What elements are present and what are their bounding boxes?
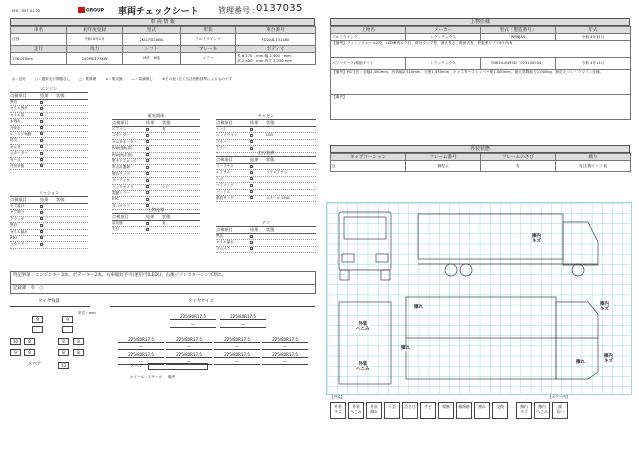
diff-result-checkbox[interactable] (250, 247, 266, 252)
electrical-rows (112, 127, 200, 210)
exterior-title: 外装状態 (330, 145, 630, 153)
undercarriage-state: 有 (162, 221, 166, 225)
legend-box: 腐蝕 (438, 402, 454, 419)
legend-box: 擦内 へこみ (534, 402, 550, 419)
vehicle-row2-headers (11, 46, 316, 53)
running-result-checkbox[interactable] (250, 170, 266, 175)
tire-size-spare-box (148, 363, 208, 370)
tire-size-dash: ― (214, 359, 260, 365)
tire-size-title: タイヤサイズ (188, 299, 214, 304)
engine-result-checkbox[interactable] (40, 151, 56, 156)
tire-size-rear2-outer-left: 225/80R17.5 (118, 352, 164, 358)
electrical-item-label: バックカメラ (112, 184, 134, 189)
electrical-result-checkbox[interactable] (146, 197, 162, 202)
cab-item-label: ミラー (216, 146, 227, 151)
vehicle-header-cell: 車名 (11, 27, 67, 34)
page-title: 車両チェックシート (118, 7, 199, 17)
electrical-result-checkbox[interactable] (146, 133, 162, 138)
body-dims-line: 高 2,420 mm 内寸 2,330 mm (237, 58, 292, 63)
damage-mark-4: 外装 へこみ (356, 322, 370, 333)
exterior-header-cell: フレーム番号 (406, 154, 481, 161)
damage-mark-5: 擦れ (401, 346, 410, 351)
electrical-title: 電装関係 (112, 113, 200, 120)
electrical-item-label: エアコン (112, 127, 127, 131)
damage-mark-8: 外装 へこみ (356, 362, 370, 373)
body-dims-line: 長 6,270 mm 幅 2,400 mm (237, 54, 291, 59)
cab-state: LED (266, 133, 274, 138)
tire-size-rear2-inner-left: 225/80R17.5 (166, 352, 212, 358)
tire-size-front-right: 225/80R17.5 (220, 314, 266, 320)
vehicle-header-cell: 初年度登録 (67, 27, 123, 34)
tire-mid-left (32, 326, 43, 333)
tire-rear1-inner-right: 8 (58, 338, 69, 345)
tire-front-left: 9 (32, 316, 43, 323)
col-header: 点検項目 (112, 120, 129, 125)
undercarriage-rows (112, 221, 200, 234)
tire-size-rear1-outer-right: 225/80R17.5 (262, 337, 308, 343)
electrical-state: 有 (162, 127, 166, 131)
col-header: 結果 (40, 93, 49, 98)
wheel-label: ホイール : スチール (130, 375, 163, 379)
col-header: 状態 (266, 157, 275, 162)
diff-title: デフ (216, 220, 316, 227)
col-header: 結果 (146, 214, 155, 219)
damage-mark-7: 擦れ (576, 360, 585, 365)
cab-result-checkbox[interactable] (250, 133, 266, 138)
tire-mid-right (62, 326, 73, 333)
electrical-item-label: オルタネーター (112, 139, 138, 144)
diff-item-label: プロペラ (216, 246, 231, 251)
engine-result-checkbox[interactable] (40, 158, 56, 163)
electrical-result-checkbox[interactable] (146, 185, 162, 190)
special-notes-text: エンジンキー3本、ボデーキー2本、右車幅灯不可(運用可(LED))、右後ジフレクターレンズ割れ。 (34, 273, 227, 278)
cab-section (216, 113, 316, 153)
diff-item-label: 異音 (216, 234, 224, 238)
tire-size-dash: ― (262, 359, 308, 365)
tire-size-dash: ― (170, 322, 216, 328)
electrical-result-checkbox[interactable] (146, 153, 162, 158)
col-header: 状態 (56, 197, 65, 202)
electrical-item-label: 警告ランプ (112, 171, 130, 176)
vehicle-value-cell: 240PS/177KW (67, 53, 123, 65)
tire-size-dash: ― (220, 322, 266, 328)
equipment-cell: 令和 4年11月 (556, 58, 631, 70)
col-header: 点検項目 (10, 93, 27, 98)
vehicle-row1-headers (11, 27, 316, 34)
diff-rows (216, 234, 316, 253)
electrical-item-label: スターター (112, 133, 130, 138)
undercarriage-result-checkbox[interactable] (146, 221, 162, 226)
engine-item-label: スターター (10, 151, 28, 156)
tire-rear1-inner-left: 8 (24, 338, 35, 345)
equipment-header-cell: メーカー (406, 27, 481, 34)
equipment-header-cell: 型式「製造番号」 (481, 27, 556, 34)
exterior-cell: 錆提示 (406, 161, 481, 172)
running-result-checkbox[interactable] (250, 164, 266, 169)
tire-rear2-inner-left: 9 (24, 349, 35, 356)
legend-box: 外装 キズ (330, 402, 346, 419)
legend-box: 交換 (492, 402, 508, 419)
exterior-cell: 有 (481, 161, 556, 172)
truck-side-view (418, 214, 598, 276)
tire-size-dash: ― (166, 359, 212, 365)
cab-result-checkbox[interactable] (250, 127, 266, 132)
engine-result-checkbox[interactable] (40, 119, 56, 124)
transmission-result-checkbox[interactable] (40, 230, 56, 235)
vehicle-header-cell: ボディ寸 (236, 46, 316, 53)
electrical-result-checkbox[interactable] (146, 146, 162, 151)
col-header: 状態 (56, 93, 65, 98)
transmission-item-label: ギア抜け (10, 204, 25, 208)
cab-item-label: シート (216, 127, 227, 131)
running-row (216, 196, 316, 202)
electrical-state: ナビ (162, 184, 170, 189)
equipment-header-cell: 年式 (556, 27, 631, 34)
tire-size-rear2-inner-right: 225/80R17.5 (214, 352, 260, 358)
legend-box: 錆 臭い (552, 402, 568, 419)
transmission-rows (10, 204, 88, 249)
transmission-result-checkbox[interactable] (40, 242, 56, 247)
electrical-result-checkbox[interactable] (146, 127, 162, 132)
vehicle-value-cell: 2KG-FD2ABG (123, 34, 181, 46)
engine-row (10, 164, 88, 170)
transmission-item-label: 異音 (10, 223, 18, 228)
engine-item-label: オイル量 (10, 112, 25, 117)
electrical-item-label: P/W(運転席) (112, 146, 133, 151)
electrical-result-checkbox[interactable] (146, 140, 162, 145)
electrical-item-label: ETC (112, 197, 119, 202)
wheel-note-label: 備考 (168, 375, 176, 379)
running-col-headers (216, 157, 316, 164)
vehicle-value-cell: アルミウイング (181, 34, 236, 46)
col-header: 点検項目 (10, 197, 27, 202)
running-result-checkbox[interactable] (250, 177, 266, 182)
brand-logo (78, 7, 104, 14)
transmission-section (10, 190, 88, 249)
vehicle-info-title: 車 両 情 報 (10, 18, 315, 26)
engine-item-label: 冷房状態 (10, 163, 25, 168)
legend-box: 外装 擦れ (366, 402, 382, 419)
special-notes (10, 271, 316, 294)
engine-result-checkbox[interactable] (40, 132, 56, 137)
legend-exterior-label: 【外装】 (330, 395, 345, 399)
engine-result-checkbox[interactable] (40, 126, 56, 131)
legend-box: 補修跡 (456, 402, 472, 419)
vehicle-value-cell: 日野 (11, 34, 67, 46)
tire-size-underline (110, 306, 315, 307)
engine-item-label: ターボ (10, 157, 21, 162)
equipment-cell: TNK10-6495D「521100534」 (481, 58, 556, 70)
tire-front-right: 9 (62, 316, 73, 323)
transmission-result-checkbox[interactable] (40, 236, 56, 241)
tire-rear2-outer-right: 8 (73, 349, 84, 356)
equipment-cell: アルミウイング (331, 34, 406, 41)
cab-col-headers (216, 120, 316, 127)
vehicle-header-cell: シフト (123, 46, 181, 53)
col-header: 状態 (266, 227, 275, 232)
tire-spare: 13 (58, 362, 69, 369)
running-rows (216, 164, 316, 202)
tire-size-front-left: 225/80R17.5 (170, 314, 216, 320)
engine-col-headers (10, 93, 88, 100)
transmission-item-label: ギア鳴り (10, 210, 25, 215)
engine-item-label: 冷却水 (10, 125, 21, 130)
engine-item-label: 異音 (10, 100, 18, 104)
undercarriage-item-label: 床状態 (112, 221, 123, 225)
vehicle-value-cell: FD2AB-131480 (236, 34, 316, 46)
undercarriage-col-headers (112, 214, 200, 221)
electrical-item-label: タコグラフ (112, 203, 130, 208)
vehicle-row1-values (11, 34, 316, 46)
running-item-label: ハンドル (216, 189, 231, 194)
equipment-note: 【備考】ラッシングレール2段、LED庫内ロク灯、荷台ラップ型、最大長さ、数最大有、鉄板張りアイ6ケ所有 (331, 41, 631, 58)
col-header: 結果 (40, 197, 49, 202)
diff-item-label: オイル漏れ (216, 240, 234, 245)
tire-unit: 単位 : mm (78, 311, 96, 315)
col-header: 点検項目 (112, 214, 129, 219)
col-header: 状態 (266, 120, 275, 125)
recall-label: 記録簿 (13, 286, 27, 291)
transmission-result-checkbox[interactable] (40, 210, 56, 215)
electrical-section (112, 113, 200, 210)
recall-value: 有 ○ (30, 286, 44, 291)
diff-result-checkbox[interactable] (250, 240, 266, 245)
tire-size-rear1-inner-right: 225/80R17.5 (214, 337, 260, 343)
engine-result-checkbox[interactable] (40, 138, 56, 143)
truck-front-view (339, 212, 391, 280)
exterior-table (330, 153, 631, 172)
diff-row (216, 247, 316, 253)
running-item-label: ベアリング (216, 183, 234, 188)
mgmt-label: 管理番号 : (218, 6, 256, 15)
electrical-col-headers (112, 120, 200, 127)
engine-item-label: 水洩れ (10, 119, 21, 124)
engine-result-checkbox[interactable] (40, 164, 56, 169)
col-header: 結果 (250, 120, 259, 125)
equipment-note: 【備考】PG寸法 : 全幅2,450mm、有効幅2,310mm、全奥1,555mm、キャスターストッパー奥1,400mm、最大昇降能力1,000kg、無灯モコン・ラジコン仕様。 (331, 70, 631, 95)
col-header: 結果 (250, 227, 259, 232)
running-result-checkbox[interactable] (250, 183, 266, 188)
vehicle-value-cell: M/T 6速 (123, 53, 181, 65)
equipment-cell: パワーゲート/格納ゲート (331, 58, 406, 70)
legend-box: 点さび (402, 402, 418, 419)
tire-size-rear1-inner-left: 225/80R17.5 (166, 337, 212, 343)
damage-mark-6: 擦内 キズ (604, 354, 613, 365)
doc-code: EHI : R07.01.22 (12, 9, 41, 13)
engine-title: エンジン (10, 86, 88, 93)
truck-top-view (406, 297, 598, 379)
spare-label: スペア (28, 362, 42, 367)
electrical-item-label: オーディオ (112, 178, 130, 183)
equipment-cell: トランテックス (406, 34, 481, 41)
engine-result-checkbox[interactable] (40, 100, 56, 105)
engine-item-label: オイル洩れ (10, 106, 28, 111)
tire-rear1-outer-right: 8 (73, 338, 84, 345)
transmission-result-checkbox[interactable] (40, 217, 56, 222)
legend-item: △ : 要修理 (79, 77, 97, 81)
col-header: 結果 (250, 157, 259, 162)
vehicle-header-cell: 型式 (123, 27, 181, 34)
vehicle-value-cell: 令和 5年1月 (67, 34, 123, 46)
undercarriage-result-checkbox[interactable] (146, 227, 162, 232)
vehicle-header-cell: 形状 (181, 27, 236, 34)
equipment-note: 【備考】 (331, 95, 631, 120)
damage-mark-1: 擦内 キズ (532, 234, 541, 245)
tire-rear2-inner-right: 8 (58, 349, 69, 356)
transmission-col-headers (10, 197, 88, 204)
running-item-label: リーフサス (216, 164, 234, 168)
running-result-checkbox[interactable] (250, 196, 266, 201)
legend-box: サビ (420, 402, 436, 419)
engine-result-checkbox[interactable] (40, 113, 56, 118)
legend-box: う歪 (384, 402, 400, 419)
undercarriage-section (112, 207, 200, 234)
damage-mark-3: 擦れ (414, 305, 423, 310)
engine-result-checkbox[interactable] (40, 145, 56, 150)
exterior-header-cell: フレームのさび (481, 154, 556, 161)
legend-box: 擦内 キズ (516, 402, 532, 419)
vehicle-header-cell: 馬力 (67, 46, 123, 53)
exterior-cell: 良 (331, 161, 406, 172)
equipment-cell: 令和 4年11月 (556, 34, 631, 41)
legend-box: 外装 へこみ (348, 402, 364, 419)
exterior-cell: 有(右側リーフ 他 (556, 161, 631, 172)
running-item-label: ハブ (216, 176, 224, 181)
tire-size-dash: ― (166, 344, 212, 350)
equipment-table (330, 26, 631, 120)
tire-remaining-underline (10, 306, 90, 307)
engine-item-label: オルタ (10, 144, 21, 149)
electrical-result-checkbox[interactable] (146, 165, 162, 170)
tire-rear1-outer-left: 10 (10, 338, 21, 345)
legend-item: ※その他 :全て当社判断基準によるものです (162, 77, 233, 81)
vehicle-header-cell: 車台番号 (236, 27, 316, 34)
col-header: 結果 (146, 120, 155, 125)
engine-item-label: エンジン始動 (10, 131, 32, 136)
tire-remaining-title: タイヤ残量 (38, 299, 60, 304)
col-header: 点検項目 (216, 227, 233, 232)
electrical-result-checkbox[interactable] (146, 172, 162, 177)
running-state: リヤエアサス (266, 170, 288, 175)
special-notes-label: 特記事項 (13, 273, 31, 278)
undercarriage-item-label: 天井 (112, 227, 120, 232)
diff-result-checkbox[interactable] (250, 234, 266, 239)
engine-rows (10, 100, 88, 170)
diff-col-headers (216, 227, 316, 234)
col-header: 点検項目 (216, 157, 233, 162)
electrical-result-checkbox[interactable] (146, 191, 162, 196)
col-header: 点検項目 (216, 120, 233, 125)
exterior-header-cell: キャブコーション (331, 154, 406, 161)
equipment-header-cell: 上物名 (331, 27, 406, 34)
running-section (216, 150, 316, 202)
electrical-item-label: 電動ミラー (112, 190, 130, 195)
undercarriage-row (112, 227, 200, 233)
transmission-item-label: クラッチ (10, 216, 25, 221)
col-header: 状態 (162, 214, 171, 219)
cab-rows (216, 127, 316, 153)
transmission-result-checkbox[interactable] (40, 204, 56, 209)
legend-item: ◎ : 良好 (12, 77, 26, 81)
rating-legend (12, 77, 317, 81)
tire-size-spare-label: スペア (130, 364, 144, 369)
engine-section (10, 86, 88, 170)
vehicle-info-table (10, 26, 316, 65)
running-item-label: 燃料タンク (216, 195, 234, 200)
running-title: 走行装備 (216, 150, 316, 157)
electrical-item-label: P/W(助手席) (112, 152, 133, 157)
logo-text: GROUP (86, 8, 104, 14)
running-item-label: エアサス (216, 170, 231, 175)
diff-section (216, 220, 316, 253)
equipment-title: 上物仕様 (330, 18, 630, 26)
vehicle-row2-values (11, 53, 316, 65)
equipment-cell: トランテックス (406, 58, 481, 70)
electrical-item-label: 集中ドアロック (112, 158, 137, 163)
vehicle-header-cell: 走行 (11, 46, 67, 53)
legend-interior-label: 【ボデー内】 (548, 395, 570, 399)
transmission-item-label: PTO (10, 235, 18, 240)
tire-size-dash: ― (262, 344, 308, 350)
electrical-item-label: 集合計器類 (112, 165, 130, 170)
transmission-item-label: リターダー (10, 242, 28, 247)
transmission-item-label: オイル漏れ (10, 229, 28, 234)
legend-item: × : 要交換 (105, 77, 123, 81)
transmission-result-checkbox[interactable] (40, 223, 56, 228)
undercarriage-title: 上物仕様 (112, 207, 200, 214)
body-dims-cell (236, 53, 316, 65)
running-state: スチール 200L (266, 195, 291, 200)
tire-size-rear2-outer-right: 225/80R17.5 (262, 352, 308, 358)
electrical-result-checkbox[interactable] (146, 178, 162, 183)
logo-icon (78, 7, 85, 13)
cab-title: キャビン (216, 113, 316, 120)
transmission-title: ミッション (10, 190, 88, 197)
cab-result-checkbox[interactable] (250, 140, 266, 145)
transmission-row (10, 242, 88, 248)
exterior-header-cell: 腐り (556, 154, 631, 161)
legend-item: ― : 装備無し (131, 77, 154, 81)
col-header: 状態 (162, 120, 171, 125)
tire-size-dash: ― (214, 344, 260, 350)
tire-size-dash: ― (118, 344, 164, 350)
legend-box: 割れ (474, 402, 490, 419)
mgmt-number: 0137035 (256, 3, 303, 14)
legend-item: ○ : 通常走行問題なし (34, 77, 71, 81)
vehicle-value-cell: 138,015km (11, 53, 67, 65)
vehicle-value-cell: エアー (181, 53, 236, 65)
equipment-cell: 「WB6JAS」 (481, 34, 556, 41)
engine-result-checkbox[interactable] (40, 106, 56, 111)
vehicle-diagram (326, 202, 632, 395)
vehicle-header-cell: ブレーキ (181, 46, 236, 53)
tire-size-rear1-outer-left: 225/80R17.5 (118, 337, 164, 343)
tire-size-dash: ― (118, 359, 164, 365)
damage-mark-2: 擦内 キズ (600, 302, 609, 313)
engine-item-label: 排気 (10, 138, 18, 143)
tire-rear2-outer-left: 9 (10, 349, 21, 356)
electrical-result-checkbox[interactable] (146, 159, 162, 164)
cab-item-label: ヘッドライト (216, 133, 238, 138)
running-result-checkbox[interactable] (250, 190, 266, 195)
cab-item-label: ワイパー (216, 139, 231, 144)
